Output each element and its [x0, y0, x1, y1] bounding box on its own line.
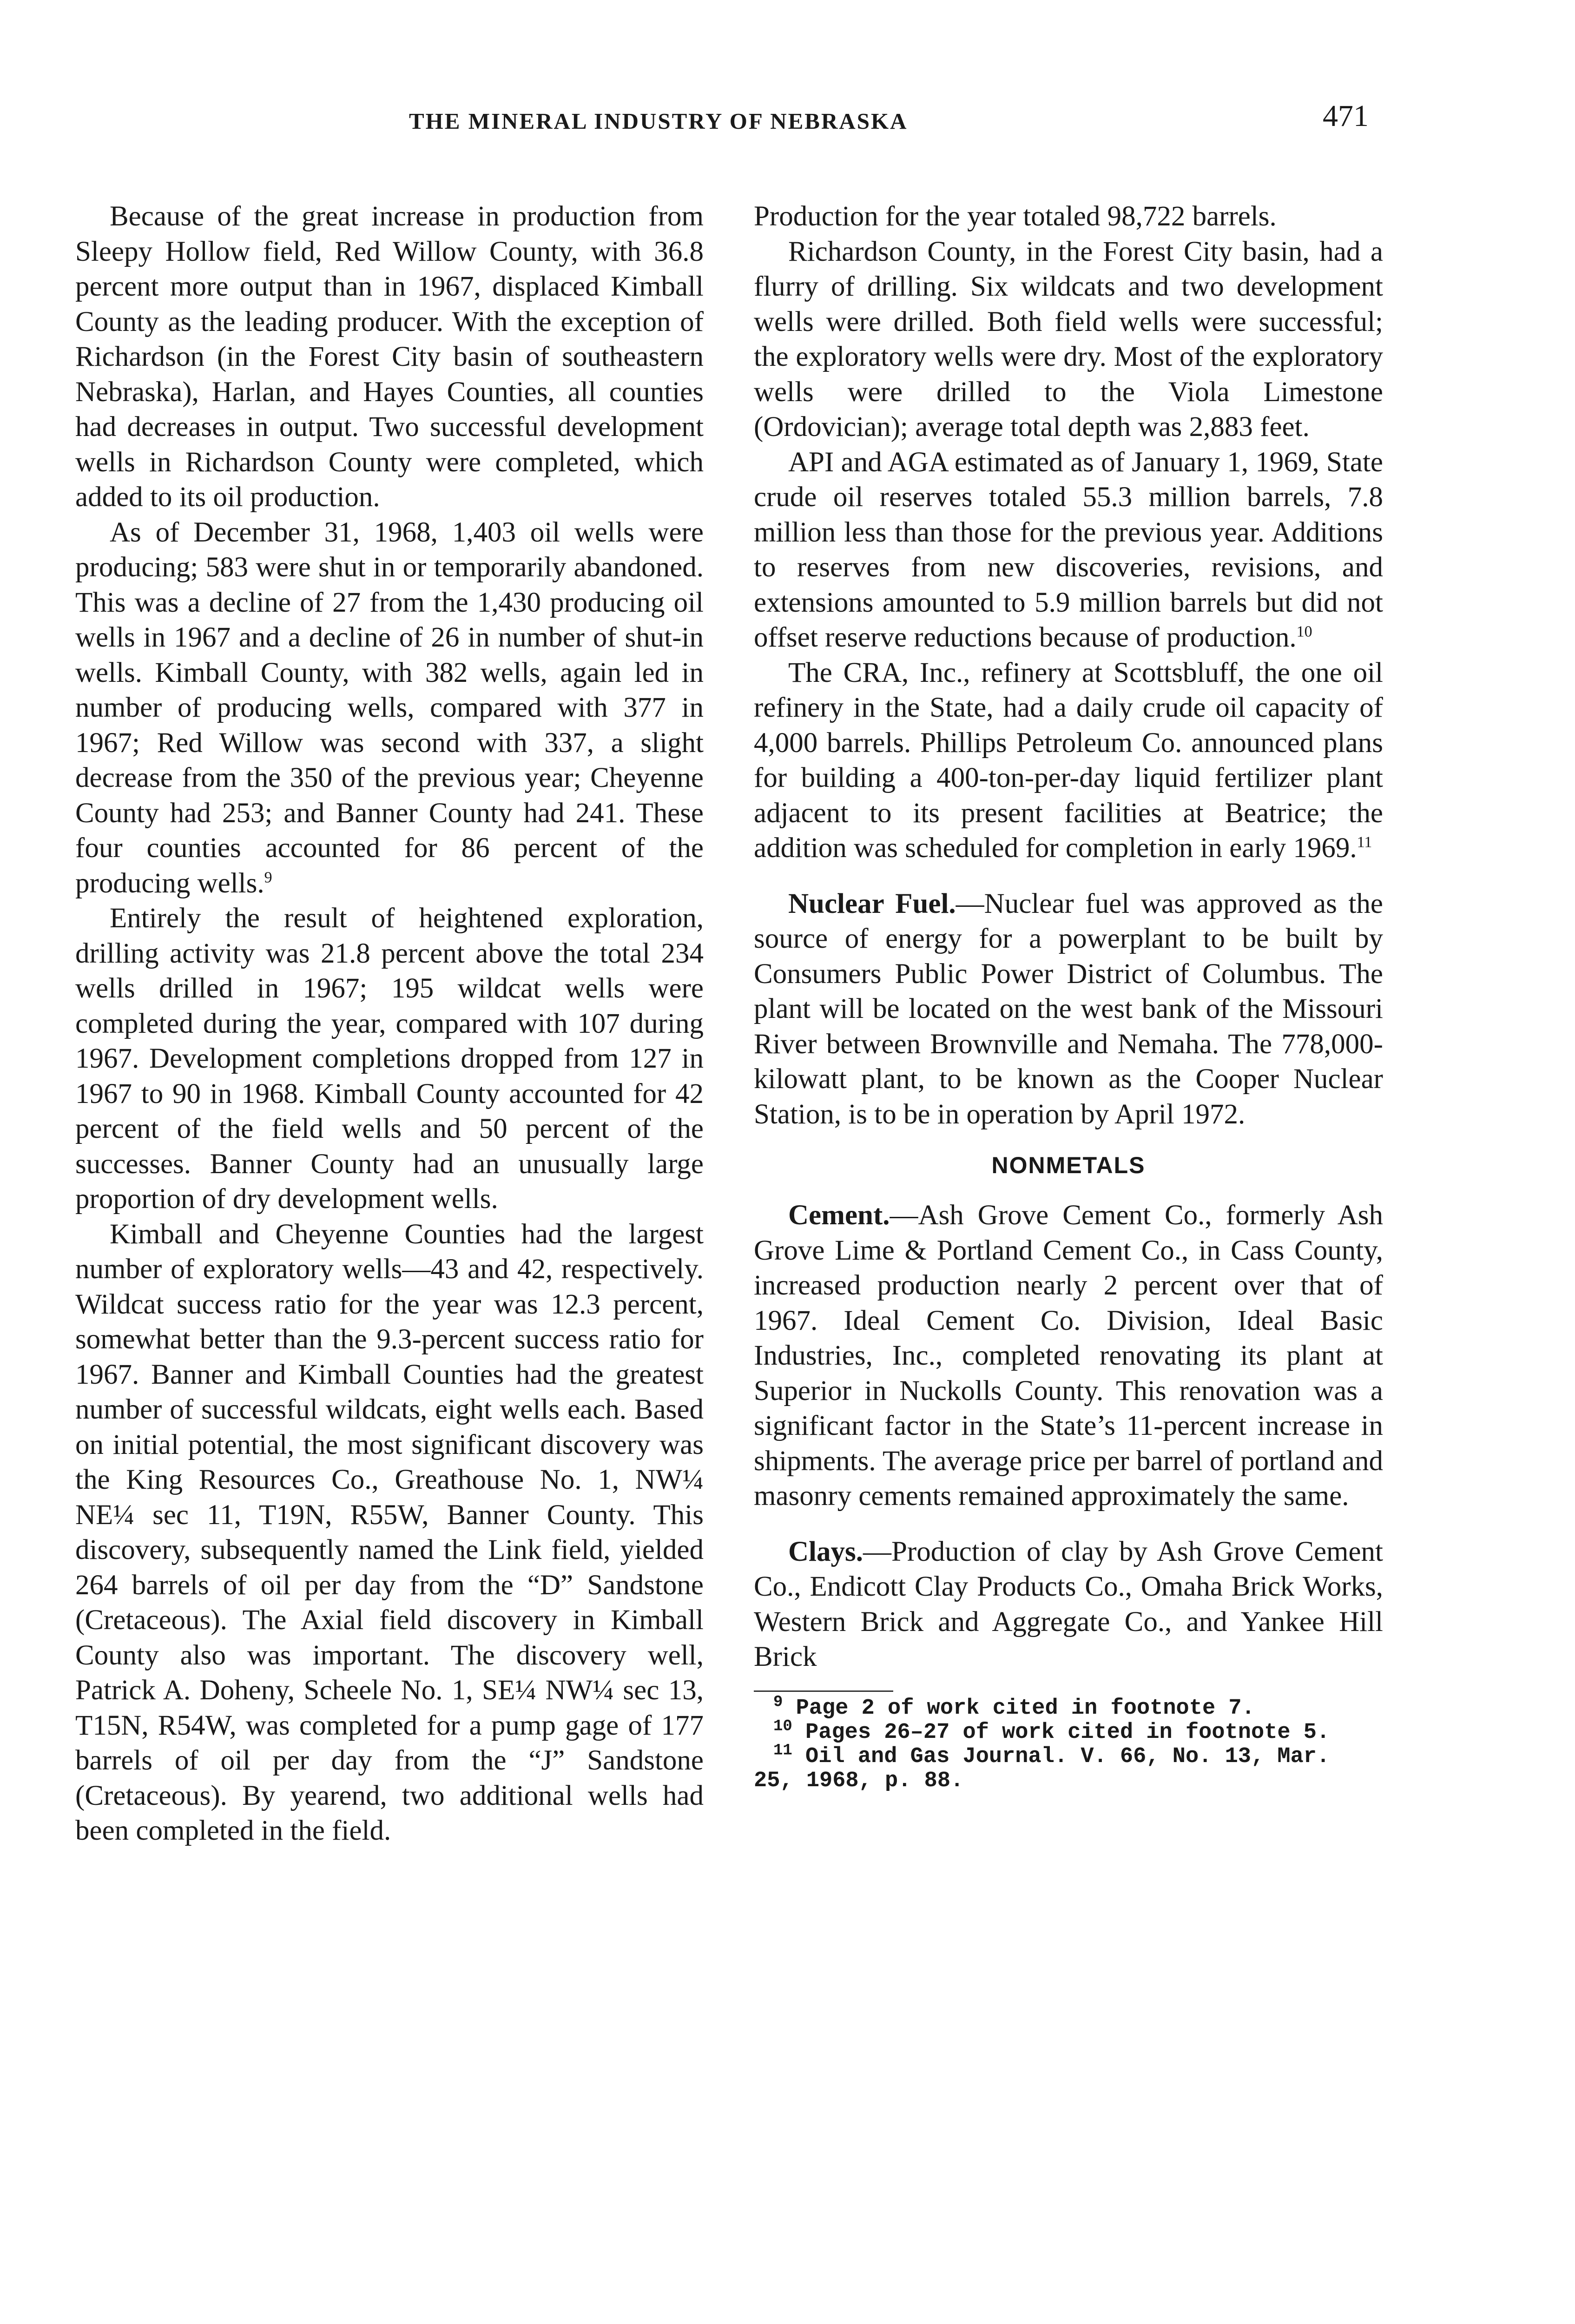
paragraph-text: Because of the great increase in production from Sleepy Hollow field, Red Willow County, with 36.8 percent more output than in 1967, displaced Kimball County as the leading producer. With the exception of Richardson (in the Forest City basin of southeastern Nebraska), Harlan, and Hayes Counties, all counties had decreases in output. Two successful development wells in Richardson County were completed, which added to its oil production. — [75, 201, 704, 513]
footnote-divider — [754, 1690, 893, 1692]
paragraph-text: The CRA, Inc., refinery at Scottsbluff, the one oil refinery in the State, had a daily crude oil capacity of 4,000 barrels. Phillips Petroleum Co. announced plans for building a 400-ton-per-day liquid fertilizer plant adjacent to its present facilities at Beatrice; the addition was scheduled for completion in early 1969. — [754, 657, 1383, 864]
paragraph-text: Richardson County, in the Forest City basin, had a flurry of drilling. Six wildcats and two development wells were drilled. Both field wells were successful; the exploratory wells were dry. Most of the exploratory wells were drilled to the Viola Limestone (Ordovician); average total depth was 2,883 feet. — [754, 236, 1383, 442]
footnote-ref-10: 10 — [1296, 623, 1312, 640]
footnote-10 — [754, 1717, 1383, 1745]
footnote-11 — [754, 1741, 1383, 1769]
paragraph-text: —Production of clay by Ash Grove Cement Co., Endicott Clay Products Co., Omaha Brick Works, Western Brick and Aggregate Co., and Yankee Hill Brick — [754, 1536, 1383, 1672]
footnote-ref-9: 9 — [264, 869, 272, 886]
paragraph-clays — [754, 1534, 1383, 1675]
footnote-text: 25, 1968, p. 88. — [754, 1768, 964, 1793]
paragraph-drilling-activity — [75, 901, 704, 1217]
paragraph-production-total — [754, 199, 1383, 234]
paragraph-reserves — [754, 445, 1383, 655]
paragraph-exploratory-wells — [75, 1217, 704, 1849]
footnote-9 — [754, 1693, 1383, 1721]
paragraph-text: —Ash Grove Cement Co., formerly Ash Grove Lime & Portland Cement Co., in Cass County, increased production nearly 2 percent over that of 1967. Ideal Cement Co. Division, Ideal Basic Industries, Inc., completed renovating its plant at Superior in Nuckolls County. This renovation was a significant factor in the State’s 11-percent increase in shipments. The average price per barrel of portland and masonry cements remained approximately the same. — [754, 1200, 1383, 1512]
page-number: 471 — [1323, 99, 1369, 133]
footnote-ref-11: 11 — [1357, 833, 1372, 851]
paragraph-text: API and AGA estimated as of January 1, 1969, State crude oil reserves totaled 55.3 million barrels, 7.8 million less than those for the previous year. Additions to reserves from new discoveries, revisions, and extensions amounted to 5.9 million barrels but did not offset reserve reductions because of production. — [754, 446, 1383, 653]
paragraph-production-leader — [75, 199, 704, 515]
paragraph-producing-wells — [75, 515, 704, 901]
run-in-heading-nuclear-fuel: Nuclear Fuel. — [788, 888, 956, 919]
run-in-heading-cement: Cement. — [788, 1200, 890, 1231]
footnote-text: Pages 26–27 of work cited in footnote 5. — [805, 1720, 1330, 1745]
footnote-marker: 9 — [773, 1693, 783, 1711]
paragraph-text: —Nuclear fuel was approved as the source of energy for a powerplant to be built by Consumers Public Power District of Columbus. The plant will be located on the west bank of the Missouri River between Brownville and Nemaha. The 778,000-kilowatt plant, to be known as the Cooper Nuclear Station, is to be in operation by April 1972. — [754, 888, 1383, 1130]
paragraph-cement — [754, 1198, 1383, 1514]
right-column — [754, 199, 1383, 1793]
paragraph-text: As of December 31, 1968, 1,403 oil wells were producing; 583 were shut in or temporarily abandoned. This was a decline of 27 from the 1,430 producing oil wells in 1967 and a decline of 26 in number of shut-in wells. Kimball County, with 382 wells, again led in number of producing wells, compared with 377 in 1967; Red Willow was second with 337, a slight decrease from the 350 of the previous year; Cheyenne County had 253; and Banner County had 241. These four counties accounted for 86 percent of the producing wells. — [75, 516, 704, 899]
paragraph-richardson-county — [754, 234, 1383, 445]
paragraph-text: Entirely the result of heightened exploration, drilling activity was 21.8 percent above the total 234 wells drilled in 1967; 195 wildcat wells were completed during the year, compared with 107 during 1967. Development completions dropped from 127 in 1967 to 90 in 1968. Kimball County accounted for 42 percent of the field wells and 50 percent of the successes. Banner County had an unusually large proportion of dry development wells. — [75, 903, 704, 1215]
footnote-text: Oil and Gas Journal. V. 66, No. 13, Mar. — [805, 1744, 1330, 1769]
paragraph-nuclear-fuel — [754, 886, 1383, 1132]
footnote-11-continued — [754, 1769, 1383, 1793]
footnotes — [754, 1693, 1383, 1793]
running-title: THE MINERAL INDUSTRY OF NEBRASKA — [409, 108, 908, 134]
footnote-marker: 11 — [773, 1741, 792, 1759]
paragraph-refinery — [754, 655, 1383, 866]
section-heading-nonmetals: NONMETALS — [991, 1152, 1146, 1178]
paragraph-text: Production for the year totaled 98,722 barrels. — [754, 201, 1277, 232]
paragraph-text: Kimball and Cheyenne Counties had the largest number of exploratory wells—43 and 42, respectively. Wildcat success ratio for the year was 12.3 percent, somewhat better than the 9.3-percent success ratio for 1967. Banner and Kimball Counties had the greatest number of successful wildcats, eight wells each. Based on initial potential, the most significant discovery was the King Resources Co., Greathouse No. 1, NW¼ NE¼ sec 11, T19N, R55W, Banner County. This discovery, subsequently named the Link field, yielded 264 barrels of oil per day from the “D” Sandstone (Cretaceous). The Axial field discovery in Kimball County also was important. The discovery well, Patrick A. Doheny, Scheele No. 1, SE¼ NW¼ sec 13, T15N, R54W, was completed for a pump gage of 177 barrels of oil per day from the “J” Sandstone (Cretaceous). By yearend, two additional wells had been completed in the field. — [75, 1218, 704, 1846]
footnote-marker: 10 — [773, 1717, 792, 1735]
left-column — [75, 199, 704, 1849]
footnote-text: Page 2 of work cited in footnote 7. — [796, 1696, 1255, 1721]
run-in-heading-clays: Clays. — [788, 1536, 863, 1567]
